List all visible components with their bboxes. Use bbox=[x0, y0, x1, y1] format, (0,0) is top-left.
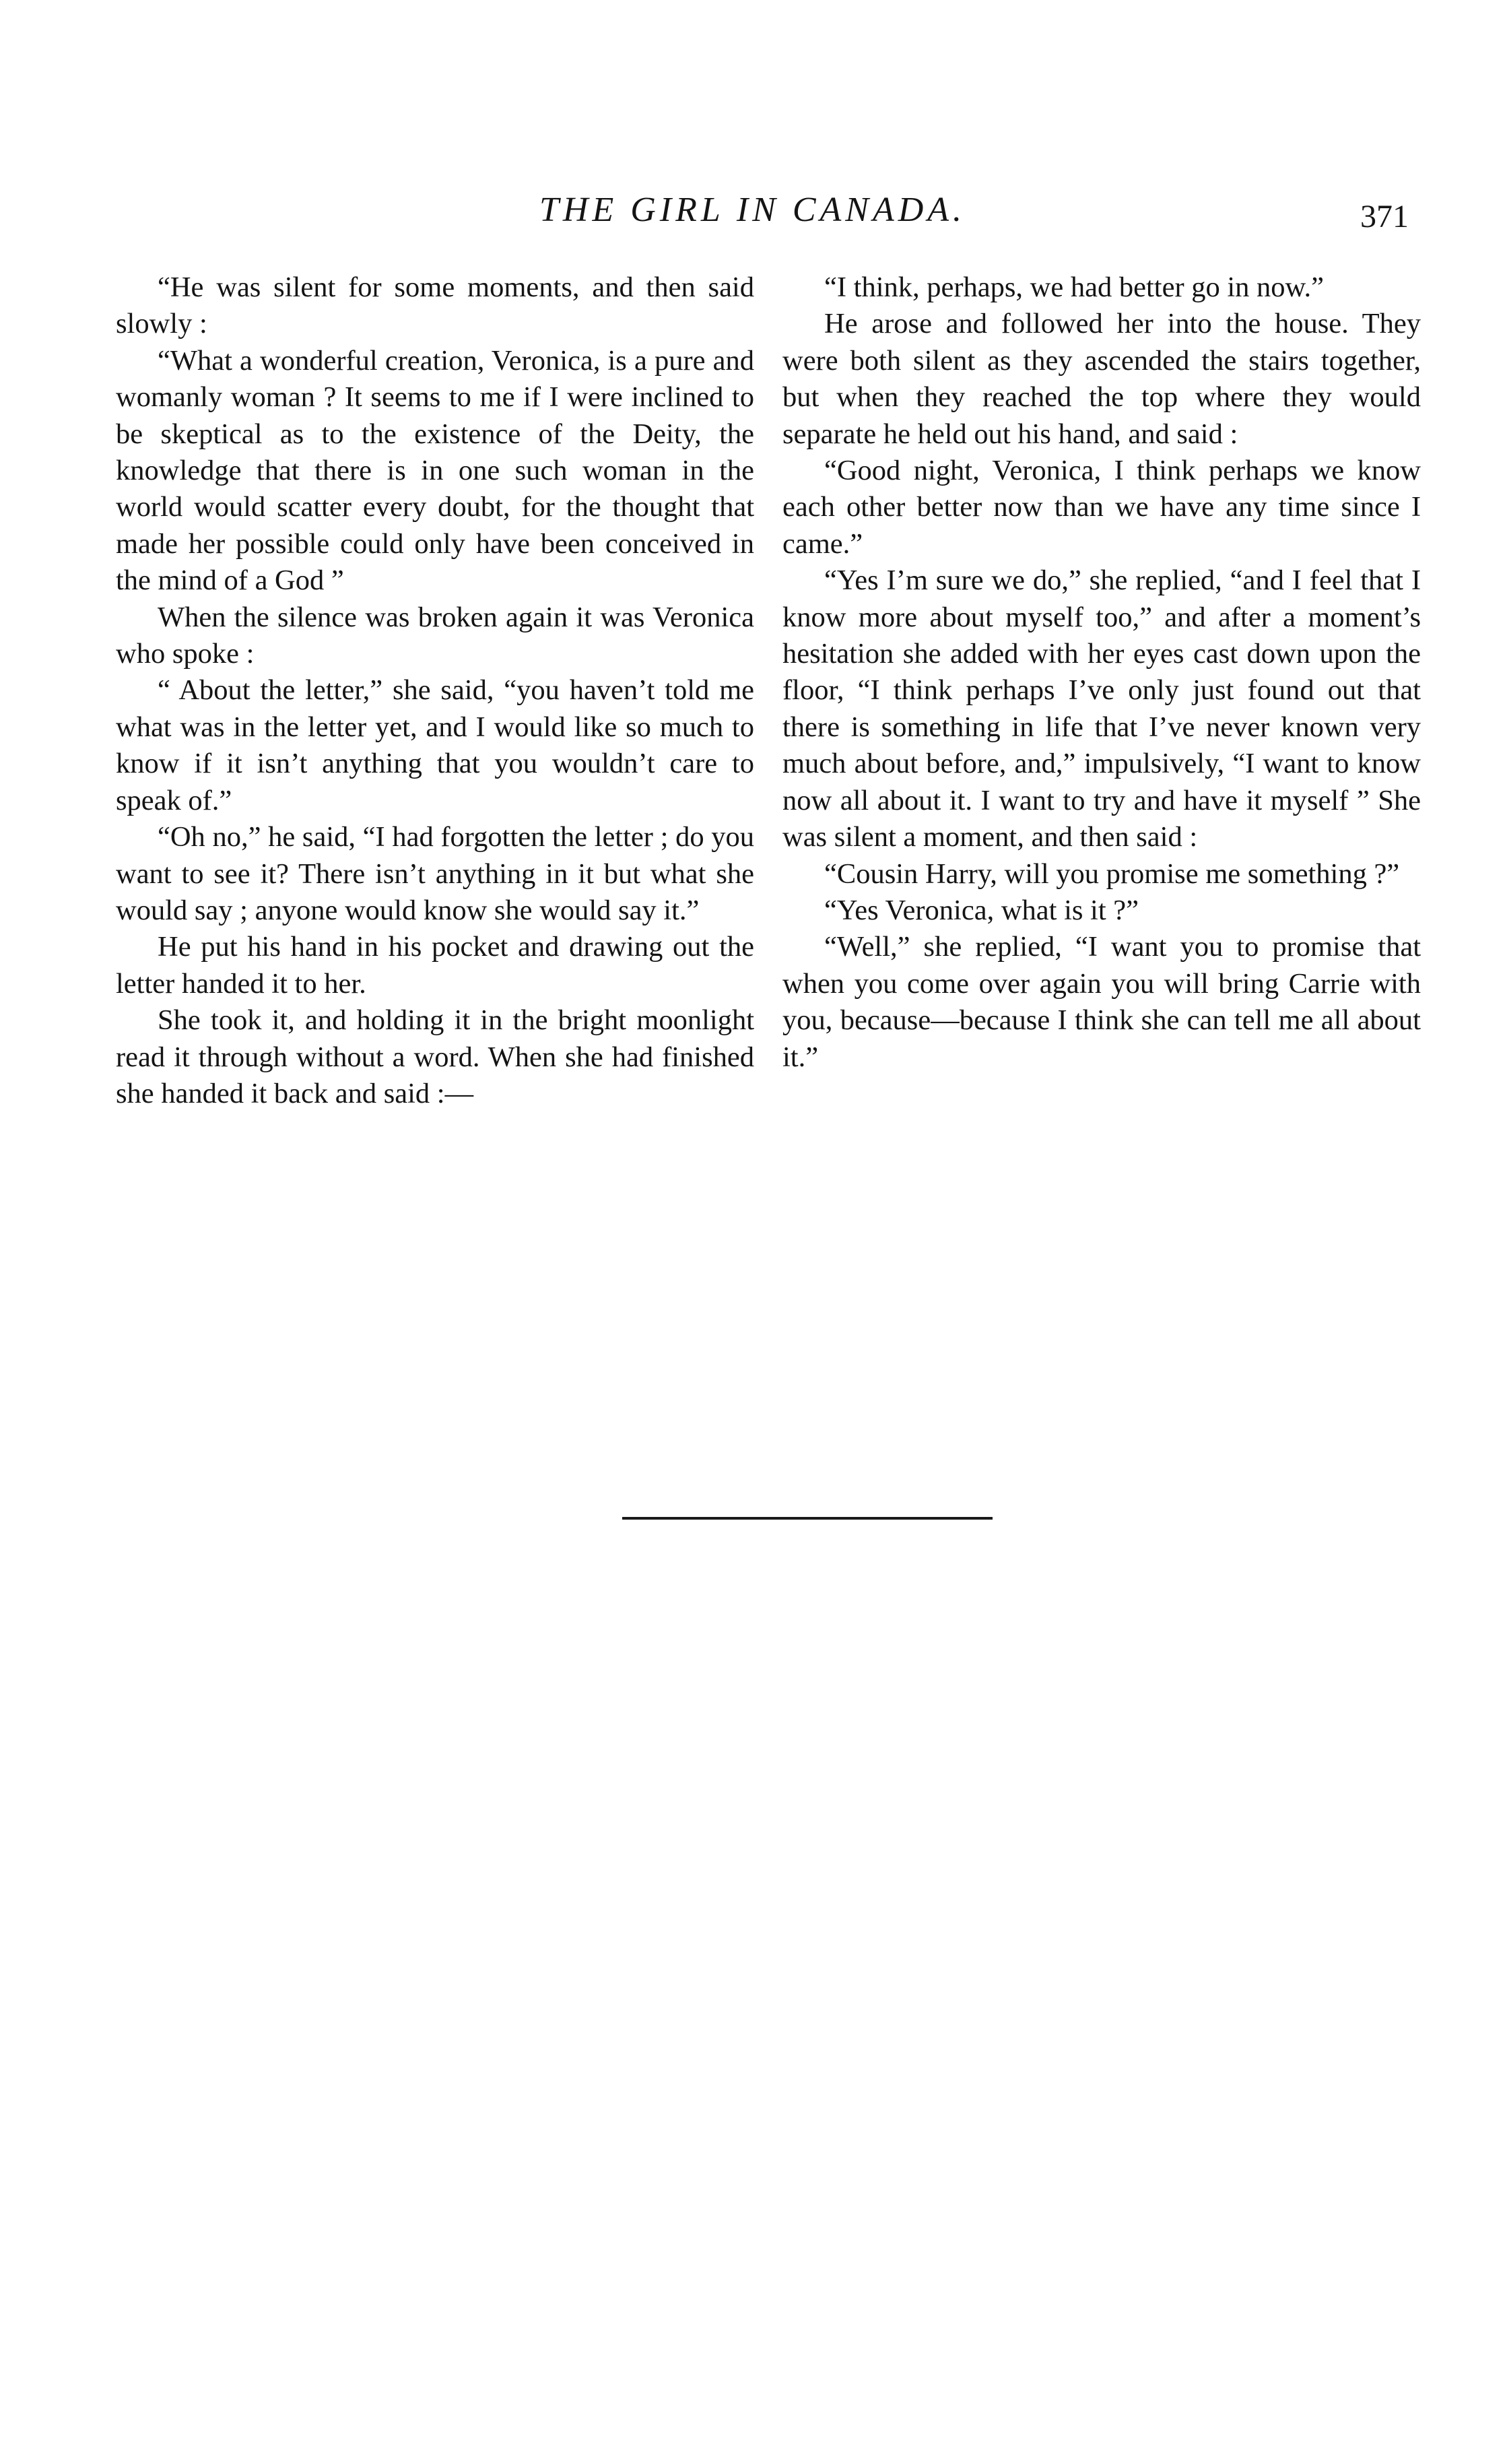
paragraph: “Oh no,” he said, “I had forgotten the letter ; do you want to see it? There isn’t anything in it but what she would say ; anyone would know she would say it.” bbox=[116, 821, 754, 926]
paragraph: When the silence was broken again it was Veronica who spoke : bbox=[116, 601, 754, 670]
paragraph: “Yes Veronica, what is it ?” bbox=[824, 894, 1139, 926]
paragraph: “Well,” she replied, “I want you to promise that when you come over again you will bring Carrie with you, because—because I think she can tell me all about it.” bbox=[782, 931, 1421, 1073]
page-number: 371 bbox=[1360, 199, 1409, 234]
paragraph: He arose and followed her into the house. They were both silent as they ascended the stairs together, but when they reached the top where they would separate he held out his hand, and said : bbox=[782, 308, 1421, 450]
paragraph: “Yes I’m sure we do,” she replied, “and I feel that I know more about myself too,” and after a moment’s hesitation she added with her eyes cast down upon the floor, “I think perhaps I’ve only just found out that there is something in life that I’ve never known very much about before, and,” impulsively, “I want to know now all about it. I want to try and have it myself ” She was silent a moment, and then said : bbox=[782, 564, 1421, 853]
right-text-column bbox=[782, 269, 1421, 1076]
left-text-column bbox=[116, 269, 754, 1112]
section-end-rule bbox=[622, 1517, 993, 1520]
paragraph: “Good night, Veronica, I think perhaps we know each other better now than we have any time since I came.” bbox=[782, 455, 1421, 560]
running-title: THE GIRL IN CANADA. bbox=[539, 191, 966, 229]
paragraph: He put his hand in his pocket and drawing out the letter handed it to her. bbox=[116, 931, 754, 1000]
paragraph: She took it, and holding it in the bright moonlight read it through without a word. When she had finished she handed it back and said :— bbox=[116, 1004, 754, 1109]
paragraph: “I think, perhaps, we had better go in now.” bbox=[824, 271, 1324, 303]
paragraph: “ About the letter,” she said, “you haven’t told me what was in the letter yet, and I would like so much to know if it isn’t anything that you wouldn’t care to speak of.” bbox=[116, 674, 754, 816]
paragraph: “He was silent for some moments, and then said slowly : bbox=[116, 271, 754, 340]
paragraph: “What a wonderful creation, Veronica, is a pure and womanly woman ? It seems to me if I were inclined to be skeptical as to the existence of the Deity, the knowledge that there is in one such woman in the world would scatter every doubt, for the thought that made her possible could only have been conceived in the mind of a God ” bbox=[116, 344, 754, 597]
paragraph: “Cousin Harry, will you promise me something ?” bbox=[824, 857, 1400, 890]
